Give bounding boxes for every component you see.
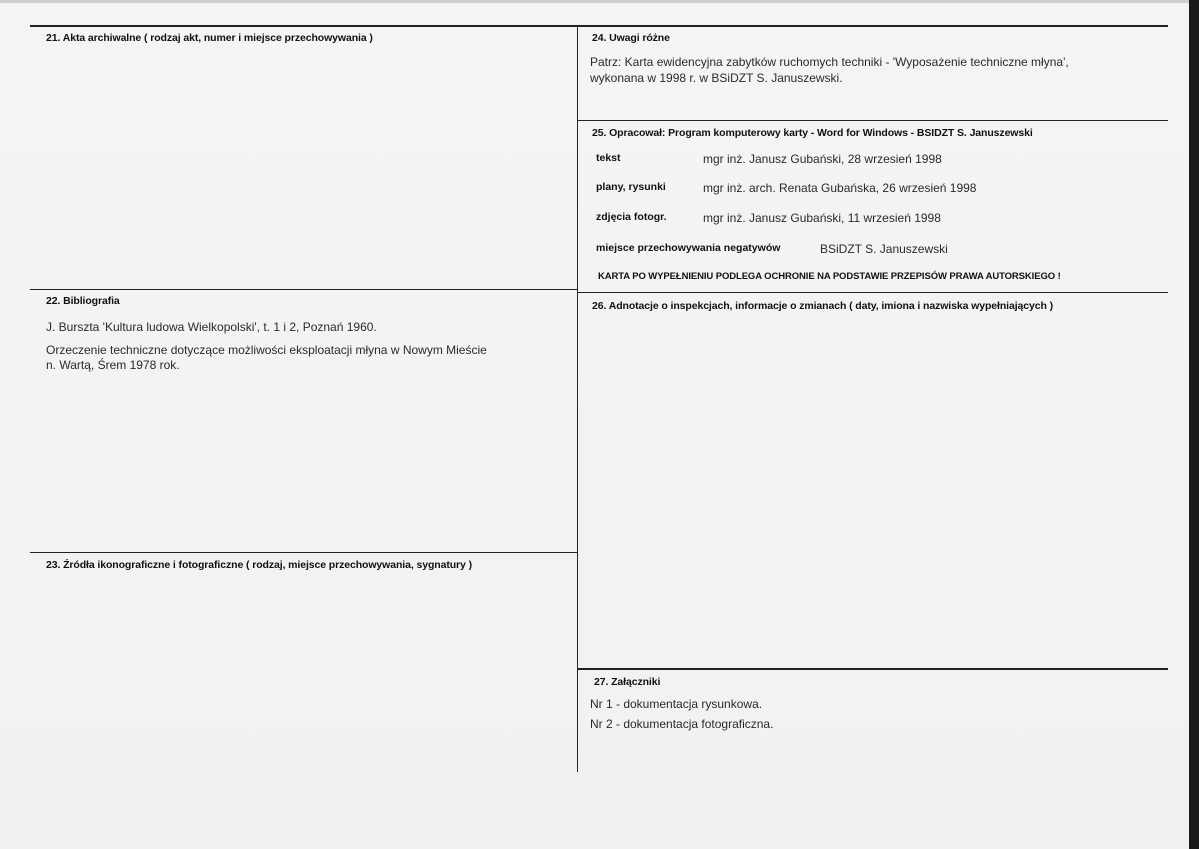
row-label-negatywy: miejsce przechowywania negatywów [596, 242, 781, 254]
top-rule [30, 25, 1168, 27]
section-24-header: 24. Uwagi różne [592, 32, 670, 44]
bibliography-line-2: Orzeczenie techniczne dotyczące możliwości eksploatacji młyna w Nowym Mieście [46, 343, 487, 357]
rule-26-27 [577, 668, 1168, 670]
center-divider [577, 25, 578, 772]
page-top-edge [0, 0, 1199, 3]
row-label-tekst: tekst [596, 152, 621, 164]
section-27-header: 27. Załączniki [594, 676, 661, 688]
attachment-line-1: Nr 1 - dokumentacja rysunkowa. [590, 697, 763, 711]
row-value-zdjecia: mgr inż. Janusz Gubański, 11 wrzesień 1998 [703, 211, 941, 225]
section-25-header: 25. Opracował: Program komputerowy karty - Word for Windows - BSIDZT S. Januszewski [592, 127, 1033, 139]
row-label-plany: plany, rysunki [596, 181, 666, 193]
row-label-zdjecia: zdjęcia fotogr. [596, 211, 667, 223]
row-value-tekst: mgr inż. Janusz Gubański, 28 wrzesień 1998 [703, 152, 942, 166]
attachment-line-2: Nr 2 - dokumentacja fotograficzna. [590, 717, 774, 731]
rule-22-23 [30, 552, 577, 553]
row-value-plany: mgr inż. arch. Renata Gubańska, 26 wrzesień 1998 [703, 181, 977, 195]
page-right-edge [1189, 0, 1199, 849]
bibliography-line-3: n. Wartą, Śrem 1978 rok. [46, 358, 180, 372]
section-22-header: 22. Bibliografia [46, 295, 120, 307]
remarks-line-1: Patrz: Karta ewidencyjna zabytków ruchomych techniki - 'Wyposażenie techniczne młyna', [590, 55, 1069, 69]
rule-21-22 [30, 289, 577, 290]
bibliography-line-1: J. Burszta 'Kultura ludowa Wielkopolski', t. 1 i 2, Poznań 1960. [46, 320, 377, 334]
remarks-line-2: wykonana w 1998 r. w BSiDZT S. Januszewski. [590, 71, 843, 85]
row-value-negatywy: BSiDZT S. Januszewski [820, 242, 948, 256]
section-26-header: 26. Adnotacje o inspekcjach, informacje o zmianach ( daty, imiona i nazwiska wypełniających ) [592, 300, 1054, 312]
section-21-header: 21. Akta archiwalne ( rodzaj akt, numer i miejsce przechowywania ) [46, 32, 373, 44]
rule-24-25 [577, 120, 1168, 121]
rule-25-26 [577, 292, 1168, 293]
copyright-notice: KARTA PO WYPEŁNIENIU PODLEGA OCHRONIE NA PODSTAWIE PRZEPISÓW PRAWA AUTORSKIEGO ! [598, 271, 1061, 282]
section-23-header: 23. Źródła ikonograficzne i fotograficzne ( rodzaj, miejsce przechowywania, sygnatury ) [46, 559, 472, 571]
